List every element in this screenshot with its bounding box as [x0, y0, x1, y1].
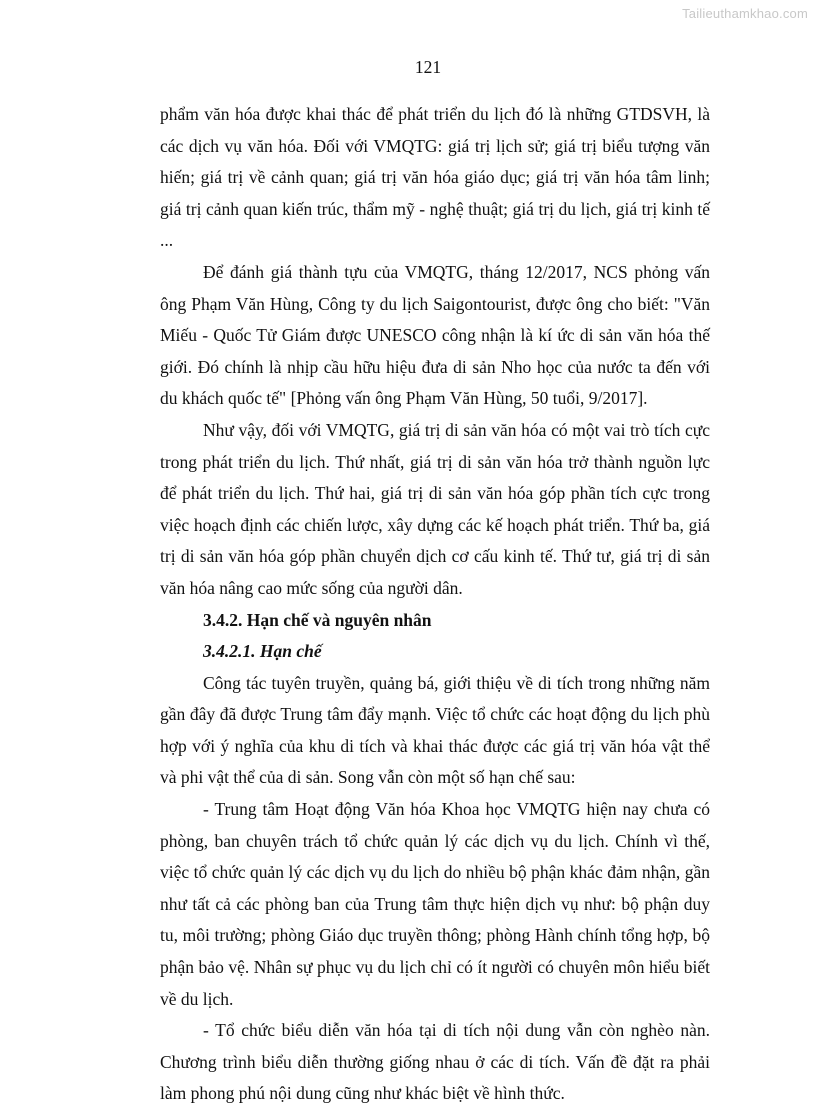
- paragraph-limitation-1: - Trung tâm Hoạt động Văn hóa Khoa học VMQTG hiện nay chưa có phòng, ban chuyên trách tổ chức quản lý các dịch vụ du lịch. Chính vì thế, việc tổ chức quản lý các dịch vụ du lịch do nhiều bộ phận khác đảm nhận, gần như tất cả các phòng ban của Trung tâm thực hiện dịch vụ như: bộ phận duy tu, môi trường; phòng Giáo dục truyền thông; phòng Hành chính tổng hợp, bộ phận bảo vệ. Nhân sự phục vụ du lịch chỉ có ít người có chuyên môn hiểu biết về du lịch.: [160, 799, 710, 1009]
- paragraph-limitation-2: - Tổ chức biểu diễn văn hóa tại di tích nội dung vẫn còn nghèo nàn. Chương trình biểu diễn thường giống nhau ở các di tích. Vấn đề đặt ra phải làm phong phú nội dung cũng như khác biệt về hình thức.: [160, 1020, 710, 1104]
- paragraph-interview: Để đánh giá thành tựu của VMQTG, tháng 12/2017, NCS phỏng vấn ông Phạm Văn Hùng, Công ty du lịch Saigontourist, được ông cho biết: "Văn Miếu - Quốc Tử Giám được UNESCO công nhận là kí ức di sản văn hóa thế giới. Đó chính là nhịp cầu hữu hiệu đưa di sản Nho học của nước ta đến với du khách quốc tế" [Phỏng vấn ông Phạm Văn Hùng, 50 tuổi, 9/2017].: [160, 261, 710, 409]
- watermark-text: Tailieuthamkhao.com: [682, 6, 808, 21]
- paragraph-heritage-role: Như vậy, đối với VMQTG, giá trị di sản văn hóa có một vai trò tích cực trong phát triển du lịch. Thứ nhất, giá trị di sản văn hóa trở thành nguồn lực để phát triển du lịch. Thứ hai, giá trị di sản văn hóa góp phần tích cực trong việc hoạch định các chiến lược, xây dựng các kế hoạch phát triển. Thứ ba, giá trị di sản văn hóa góp phần chuyển dịch cơ cấu kinh tế. Thứ tư, giá trị di sản văn hóa nâng cao mức sống của người dân.: [160, 419, 710, 598]
- page-number: 121: [414, 57, 442, 77]
- document-body: [160, 99, 710, 1110]
- section-heading: 3.4.2. Hạn chế và nguyên nhân: [203, 609, 432, 630]
- paragraph-values-list: phẩm văn hóa được khai thác để phát triển du lịch đó là những GTDSVH, là các dịch vụ văn hóa. Đối với VMQTG: giá trị lịch sử; giá trị biểu tượng văn hiến; giá trị về cảnh quan; giá trị văn hóa giáo dục; giá trị văn hóa tâm linh; giá trị cảnh quan kiến trúc, thẩm mỹ - nghệ thuật; giá trị du lịch, giá trị kinh tế ...: [160, 104, 710, 251]
- paragraph-promotion: Công tác tuyên truyền, quảng bá, giới thiệu về di tích trong những năm gần đây đã được Trung tâm đẩy mạnh. Việc tổ chức các hoạt động du lịch phù hợp với ý nghĩa của khu di tích và khai thác được các giá trị văn hóa vật thể và phi vật thể của di sản. Song vẫn còn một số hạn chế sau:: [160, 672, 710, 788]
- subsection-heading: 3.4.2.1. Hạn chế: [203, 641, 322, 662]
